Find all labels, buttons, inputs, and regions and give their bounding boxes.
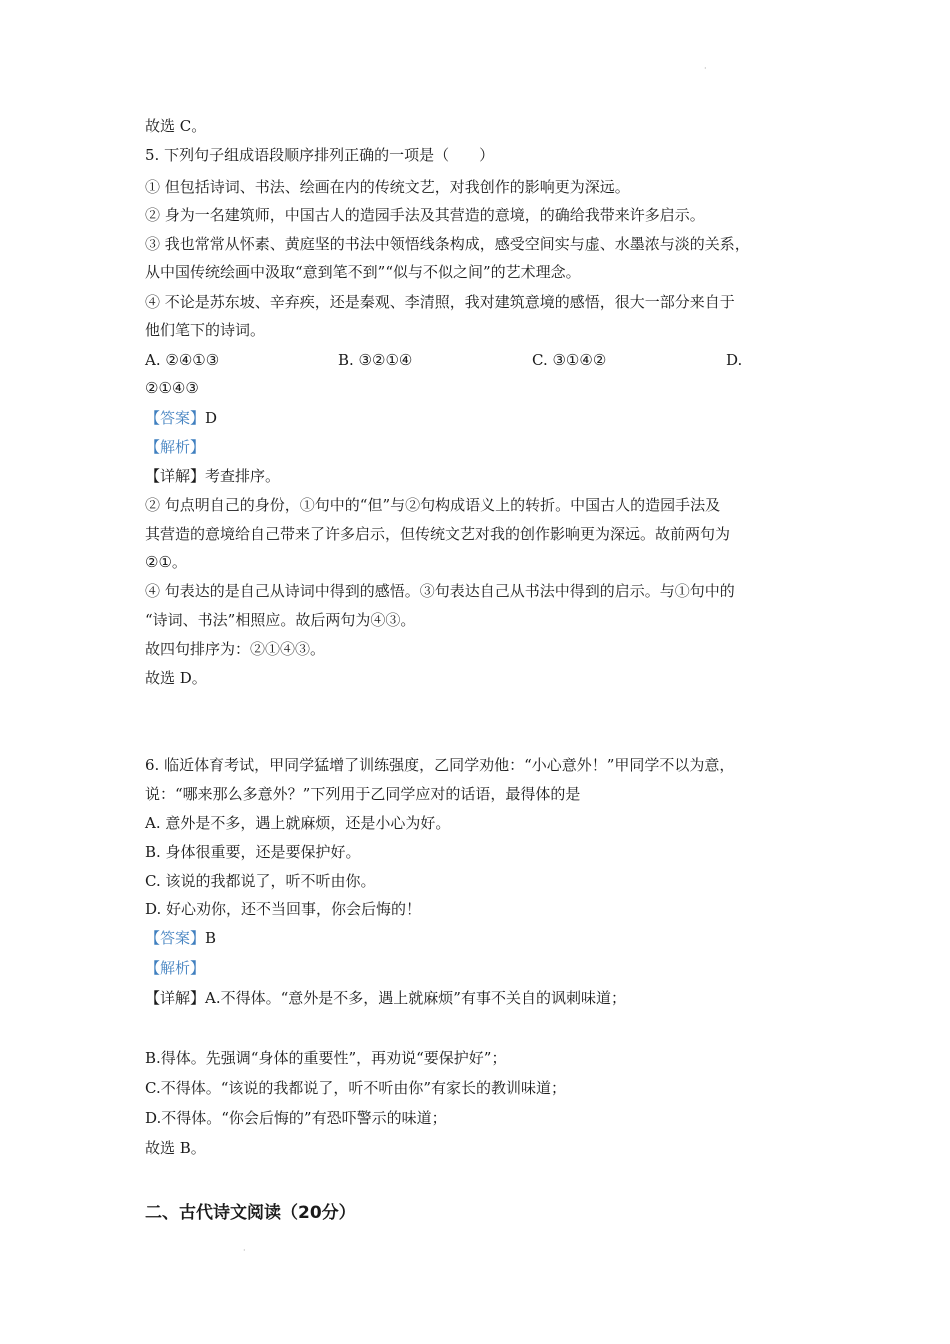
- q6-detail-row: [145, 988, 626, 1008]
- answer-value: B: [205, 929, 217, 947]
- sentence-2: ② 身为一名建筑师，中国古人的造园手法及其营造的意境，的确给我带来许多启示。: [145, 206, 705, 224]
- detail-text: 考查排序。: [205, 467, 281, 485]
- answer-tag: 【答案】: [145, 929, 206, 947]
- detail-tag: 【详解】: [145, 467, 206, 485]
- q5-option-d-value: ②①④③: [145, 379, 199, 397]
- explanation-1-line-2: 其营造的意境给自己带来了许多启示，但传统文艺对我的创作影响更为深远。故前两句为: [145, 525, 731, 543]
- q5-option-b: B. ③②①④: [338, 351, 413, 369]
- explanation-2-line-1: ④ 句表达的是自己从诗词中得到的感悟。③句表达自己从书法中得到的启示。与①句中的: [145, 582, 735, 600]
- answer-tag: 【答案】: [145, 409, 206, 427]
- corner-dot: ·: [704, 64, 707, 73]
- explanation-1-line-3: ②①。: [145, 553, 187, 571]
- sentence-1: ① 但包括诗词、书法、绘画在内的传统文艺，对我创作的影响更为深远。: [145, 178, 630, 196]
- sentence-3-line-1: ③ 我也常常从怀素、黄庭坚的书法中领悟线条构成，感受空间实与虚、水墨浓与淡的关系，: [145, 235, 750, 253]
- q5-analysis-tag: [145, 437, 205, 457]
- bottom-dot: ·: [243, 1246, 246, 1255]
- analysis-tag: 【解析】: [145, 438, 206, 456]
- prev-conclusion: 故选 C。: [145, 117, 207, 135]
- sentence-4-line-1: ④ 不论是苏东坡、辛弃疾，还是秦观、李清照，我对建筑意境的感悟，很大一部分来自于: [145, 293, 735, 311]
- q5-option-a: A. ②④①③: [145, 351, 220, 369]
- q6-option-b: B. 身体很重要，还是要保护好。: [145, 843, 361, 861]
- q6-explanation-d: D.不得体。“你会后悔的”有恐吓警示的味道；: [145, 1109, 447, 1127]
- sentence-3-line-2: 从中国传统绘画中汲取“意到笔不到”“似与不似之间”的艺术理念。: [145, 263, 581, 281]
- q6-conclusion: 故选 B。: [145, 1139, 206, 1157]
- explanation-3: 故四句排序为：②①④③。: [145, 640, 326, 658]
- analysis-tag: 【解析】: [145, 959, 206, 977]
- section-title: 二、古代诗文阅读（20分）: [145, 1203, 356, 1223]
- q6-analysis-tag: [145, 958, 205, 978]
- q6-option-d: D. 好心劝你，还不当回事，你会后悔的！: [145, 900, 422, 918]
- sentence-4-line-2: 他们笔下的诗词。: [145, 321, 266, 339]
- question-6-stem-line-1: 6. 临近体育考试，甲同学猛增了训练强度，乙同学劝他：“小心意外！”甲同学不以为意，: [145, 756, 735, 774]
- question-5-stem: 5. 下列句子组成语段顺序排列正确的一项是（ ）: [145, 146, 495, 164]
- q5-answer-row: [145, 408, 217, 428]
- q5-detail-row: [145, 466, 280, 486]
- explanation-2-line-2: “诗词、书法”相照应。故后两句为④③。: [145, 611, 416, 629]
- q6-option-c: C. 该说的我都说了，听不听由你。: [145, 872, 376, 890]
- detail-tag: 【详解】: [145, 989, 206, 1007]
- q6-answer-row: [145, 928, 216, 948]
- q6-explanation-c: C.不得体。“该说的我都说了，听不听由你”有家长的教训味道；: [145, 1079, 567, 1097]
- answer-value: D: [205, 409, 218, 427]
- question-6-stem-line-2: 说：“哪来那么多意外？”下列用于乙同学应对的话语，最得体的是: [145, 785, 581, 803]
- q6-option-a: A. 意外是不多，遇上就麻烦，还是小心为好。: [145, 814, 451, 832]
- explanation-1-line-1: ② 句点明自己的身份，①句中的“但”与②句构成语义上的转折。中国古人的造园手法及: [145, 496, 721, 514]
- detail-text: A.不得体。“意外是不多，遇上就麻烦”有事不关自的讽刺味道；: [205, 989, 626, 1007]
- q5-option-d: D.: [726, 351, 743, 369]
- q5-option-c: C. ③①④②: [532, 351, 607, 369]
- q6-explanation-b: B.得体。先强调“身体的重要性”，再劝说“要保护好”；: [145, 1049, 507, 1067]
- q5-conclusion: 故选 D。: [145, 669, 207, 687]
